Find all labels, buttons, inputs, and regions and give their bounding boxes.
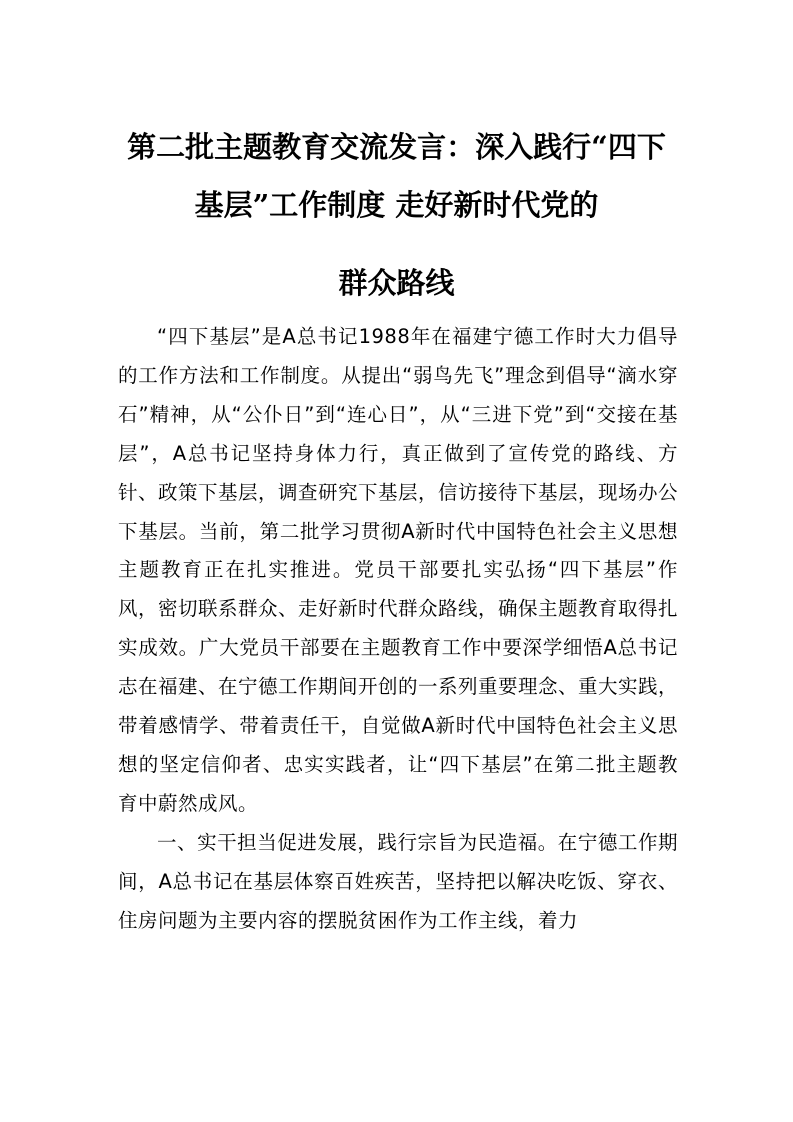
document-title: [105, 118, 688, 312]
title-line-3: 群众路线: [338, 266, 455, 300]
paragraph-section-1: 一、实干担当促进发展，践行宗旨为民造福。在宁德工作期间，A总书记在基层体察百姓疾苦，坚持把以解决吃饭、穿衣、住房问题为主要内容的摆脱贫困作为工作主线，着力: [118, 830, 678, 932]
document-body: [118, 318, 678, 941]
paragraph-intro: “四下基层”是A总书记1988年在福建宁德工作时大力倡导的工作方法和工作制度。从提出“弱鸟先飞”理念到倡导“滴水穿石”精神，从“公仆日”到“连心日”，从“三进下党”到“交接在基层”，A总书记坚持身体力行，真正做到了宣传党的路线、方针、政策下基层，调查研究下基层，信访接待下基层，现场办公下基层。当前，第二批学习贯彻A新时代中国特色社会主义思想主题教育正在扎实推进。党员干部要扎实弘扬“四下基层”作风，密切联系群众、走好新时代群众路线，确保主题教育取得扎实成效。广大党员干部要在主题教育工作中要深学细悟A总书记志在福建、在宁德工作期间开创的一系列重要理念、重大实践，带着感情学、带着责任干，自觉做A新时代中国特色社会主义思想的坚定信仰者、忠实实践者，让“四下基层”在第二批主题教育中蔚然成风。: [118, 325, 679, 815]
title-line-2: 基层”工作制度 走好新时代党的: [194, 188, 599, 222]
title-line-1: 第二批主题教育交流发言：深入践行“四下: [127, 130, 666, 164]
